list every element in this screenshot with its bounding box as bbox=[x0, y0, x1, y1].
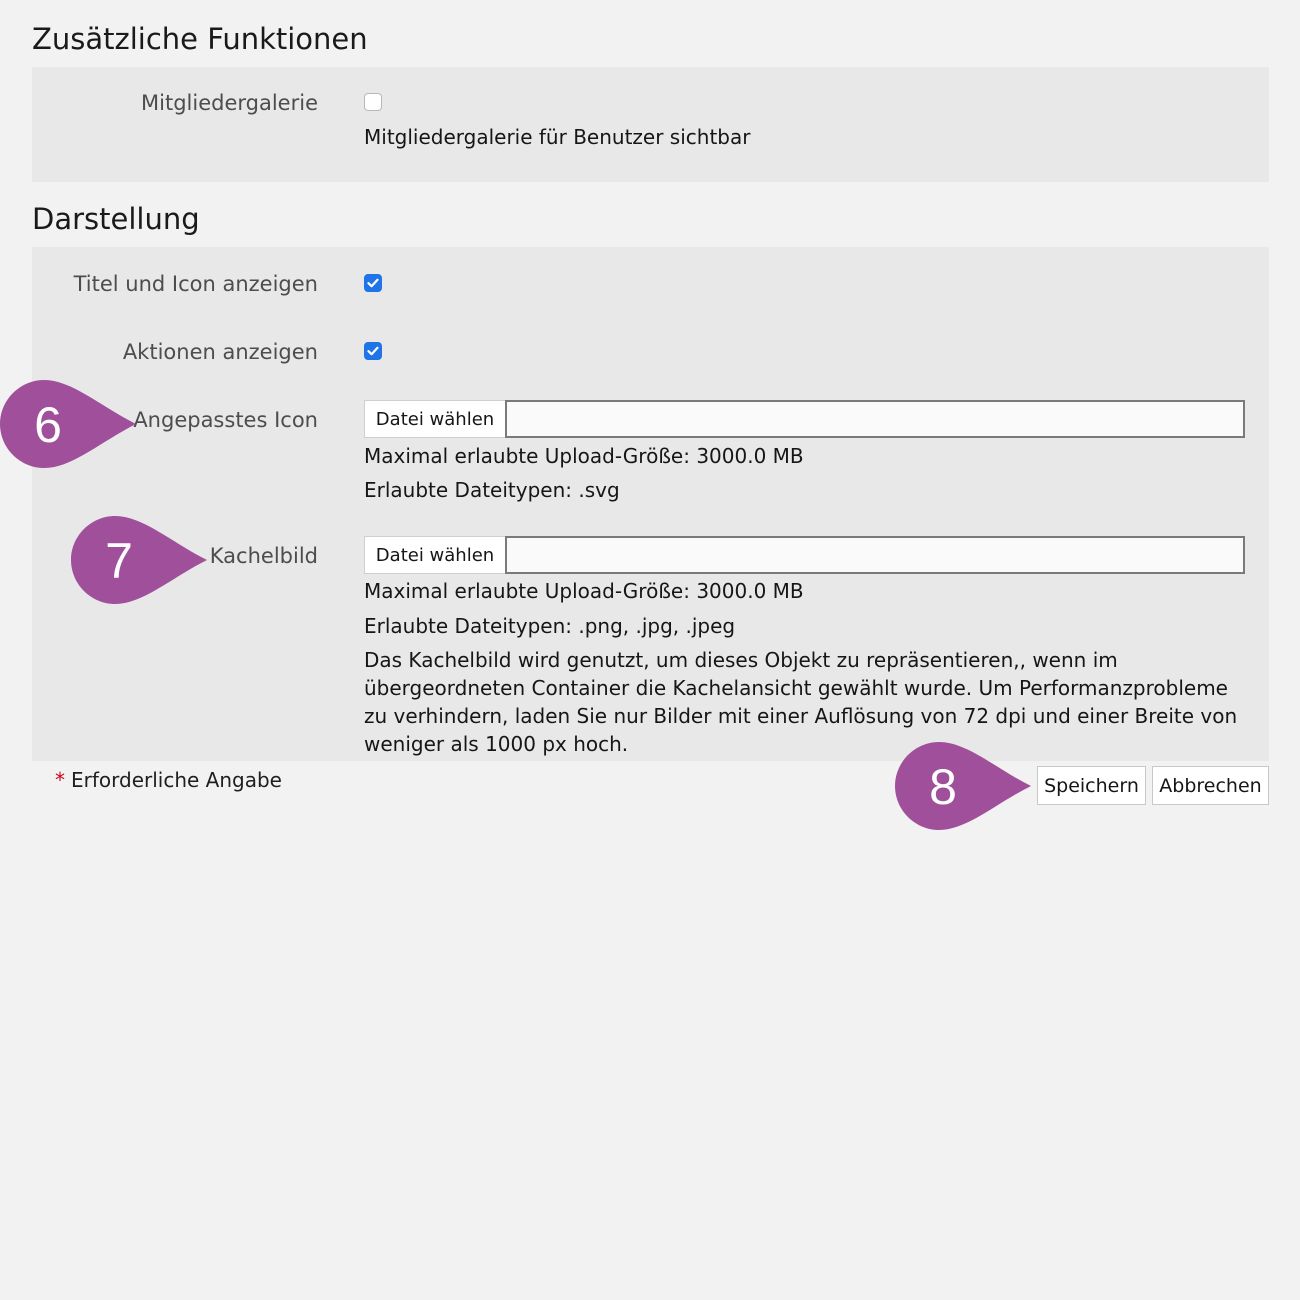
show-title-icon-checkbox[interactable] bbox=[364, 274, 382, 292]
annotation-marker-8 bbox=[895, 742, 1035, 830]
required-note bbox=[55, 768, 282, 792]
member-gallery-label: Mitgliedergalerie bbox=[141, 91, 318, 115]
custom-icon-file-types: Erlaubte Dateitypen: .svg bbox=[364, 478, 620, 502]
checkmark-icon bbox=[367, 345, 379, 357]
section-title-additional-features: Zusätzliche Funktionen bbox=[32, 22, 368, 56]
member-gallery-checkbox[interactable] bbox=[364, 93, 382, 111]
tile-image-file-input bbox=[364, 536, 1245, 574]
annotation-marker-7-number: 7 bbox=[105, 533, 133, 589]
custom-icon-choose-file-button[interactable]: Datei wählen bbox=[364, 400, 505, 438]
custom-icon-file-input bbox=[364, 400, 1245, 438]
tile-image-max-size: Maximal erlaubte Upload-Größe: 3000.0 MB bbox=[364, 579, 804, 603]
required-asterisk: * bbox=[55, 768, 65, 792]
show-actions-checkbox[interactable] bbox=[364, 342, 382, 360]
tile-image-help-text: Das Kachelbild wird genutzt, um dieses Objekt zu repräsentieren,, wenn im übergeordneten Container die Kachelansicht gewählt wurde. Um Performanzprobleme zu verhindern, laden Sie nur Bilder mit einer Auflösung von 72 dpi und einer Breite von weniger als 1000 px hoch. bbox=[364, 648, 1238, 756]
checkmark-icon bbox=[367, 277, 379, 289]
tile-image-file-name-field[interactable] bbox=[505, 536, 1245, 574]
save-button[interactable]: Speichern bbox=[1037, 766, 1146, 805]
show-title-icon-label: Titel und Icon anzeigen bbox=[73, 272, 318, 296]
tile-image-label: Kachelbild bbox=[209, 544, 318, 568]
section-title-presentation: Darstellung bbox=[32, 202, 200, 236]
show-actions-label: Aktionen anzeigen bbox=[122, 340, 318, 364]
custom-icon-max-size: Maximal erlaubte Upload-Größe: 3000.0 MB bbox=[364, 444, 804, 468]
custom-icon-label: Angepasstes Icon bbox=[133, 408, 318, 432]
annotation-marker-6-number: 6 bbox=[34, 397, 62, 453]
member-gallery-description: Mitgliedergalerie für Benutzer sichtbar bbox=[364, 125, 751, 149]
cancel-button[interactable]: Abbrechen bbox=[1152, 766, 1269, 805]
annotation-marker-8-number: 8 bbox=[929, 759, 957, 815]
tile-image-file-types: Erlaubte Dateitypen: .png, .jpg, .jpeg bbox=[364, 614, 736, 638]
annotation-marker-7 bbox=[71, 516, 211, 604]
tile-image-choose-file-button[interactable]: Datei wählen bbox=[364, 536, 505, 574]
required-note-text: Erforderliche Angabe bbox=[71, 768, 282, 792]
annotation-marker-6 bbox=[0, 380, 140, 468]
custom-icon-file-name-field[interactable] bbox=[505, 400, 1245, 438]
